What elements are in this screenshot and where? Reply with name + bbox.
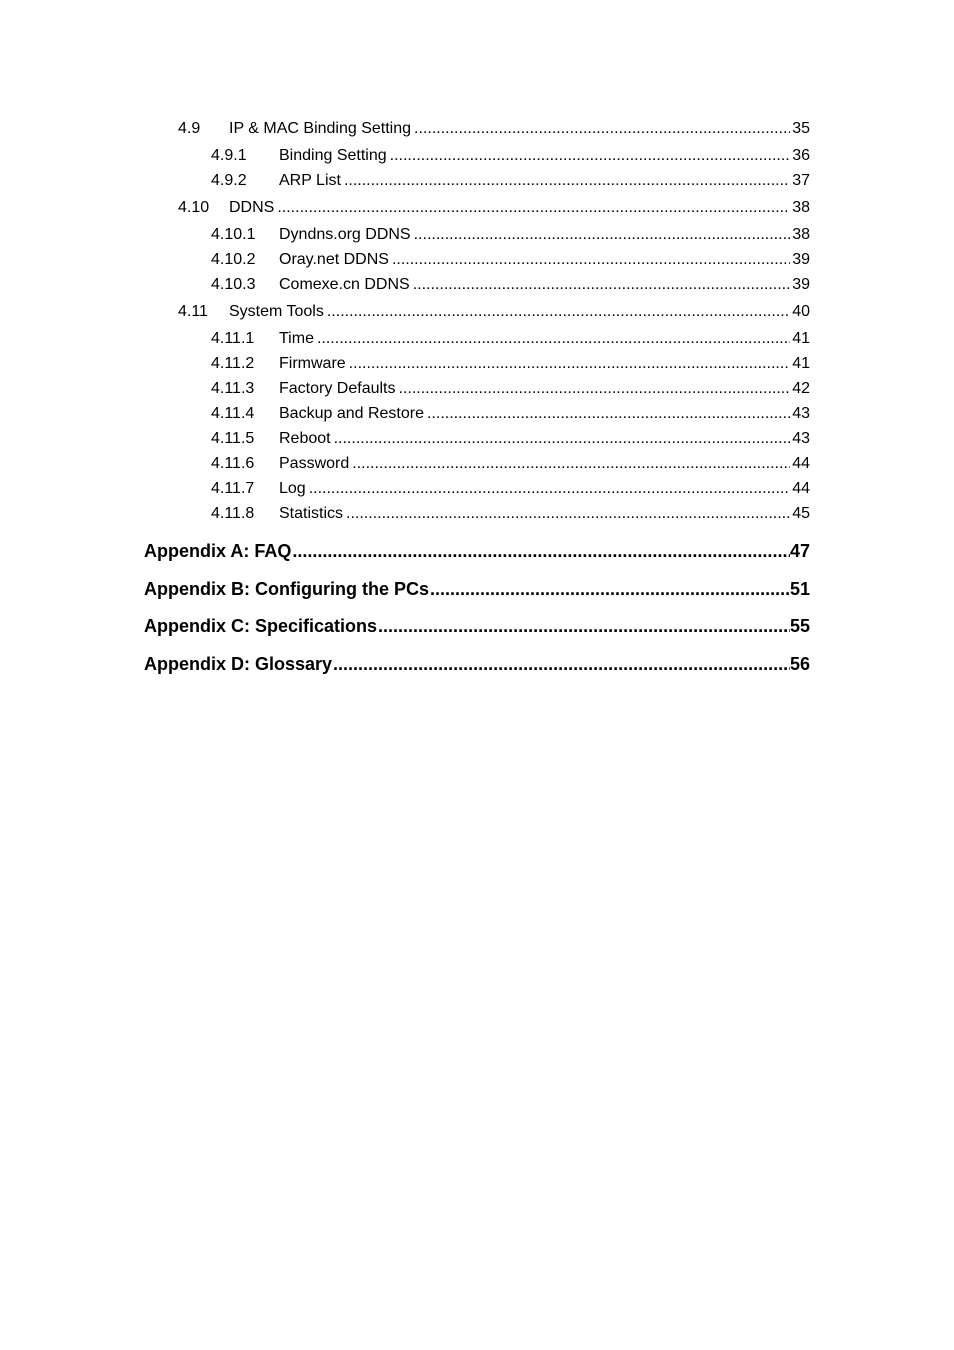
toc-entry-4-11-5[interactable] <box>211 429 810 449</box>
toc-entry-title: Dyndns.org DDNS <box>279 226 411 243</box>
toc-entry-number: 4.11.6 <box>211 455 255 472</box>
dot-leader <box>344 171 790 191</box>
toc-entry-page: 44 <box>792 480 810 497</box>
toc-entry-page: 43 <box>792 405 810 422</box>
toc-entry-title: Password <box>279 455 350 472</box>
dot-leader <box>427 404 790 424</box>
toc-entry-4-11-8[interactable] <box>211 504 810 524</box>
toc-entry-number: 4.9.1 <box>211 147 247 164</box>
toc-entry-page: 43 <box>792 430 810 447</box>
toc-entry-4-11-6[interactable] <box>211 454 810 474</box>
toc-entry-4-11[interactable] <box>178 302 810 322</box>
toc-entry-number: 4.10.1 <box>211 226 256 243</box>
toc-entry-number: 4.11.1 <box>211 330 255 347</box>
toc-entry-4-10[interactable] <box>178 198 810 218</box>
toc-entry-title: Log <box>279 480 306 497</box>
toc-entry-page: 36 <box>792 147 810 164</box>
toc-entry-number: 4.11.4 <box>211 405 255 422</box>
toc-entry-page: 38 <box>792 226 810 243</box>
toc-entry-page: 42 <box>792 380 810 397</box>
toc-entry-page: 45 <box>792 505 810 522</box>
toc-entry-4-9[interactable] <box>178 119 810 139</box>
toc-entry-number: 4.11.8 <box>211 505 255 522</box>
toc-entry-page: 35 <box>792 120 810 137</box>
toc-entry-page: 44 <box>792 455 810 472</box>
toc-entry-page: 37 <box>792 172 810 189</box>
toc-entry-title: ARP List <box>279 172 341 189</box>
toc-appendix-title: Appendix D: Glossary <box>144 654 333 674</box>
toc-entry-4-11-3[interactable] <box>211 379 810 399</box>
toc-appendix-page: 55 <box>789 616 810 636</box>
toc-entry-page: 39 <box>792 276 810 293</box>
dot-leader <box>292 539 790 563</box>
toc-entry-title: Oray.net DDNS <box>279 251 389 268</box>
dot-leader <box>317 329 790 349</box>
toc-entry-4-9-1[interactable] <box>211 146 810 166</box>
toc-entry-title: Binding Setting <box>279 147 387 164</box>
dot-leader <box>333 652 790 676</box>
toc-entry-title: Factory Defaults <box>279 380 396 397</box>
toc-entry-4-10-1[interactable] <box>211 225 810 245</box>
dot-leader <box>309 479 791 499</box>
toc-entry-page: 41 <box>792 330 810 347</box>
toc-appendix-d[interactable] <box>144 652 810 676</box>
dot-leader <box>378 614 790 638</box>
toc-entry-number: 4.9.2 <box>211 172 247 189</box>
toc-entry-number: 4.9 <box>178 120 201 137</box>
toc-entry-title: Time <box>279 330 314 347</box>
dot-leader <box>346 504 790 524</box>
toc-entry-number: 4.11.2 <box>211 355 255 372</box>
toc-entry-page: 38 <box>792 199 810 216</box>
dot-leader <box>414 225 791 245</box>
toc-appendix-page: 56 <box>789 654 810 674</box>
toc-entry-title: IP & MAC Binding Setting <box>229 120 412 137</box>
toc-appendix-title: Appendix A: FAQ <box>144 541 292 561</box>
dot-leader <box>327 302 790 322</box>
toc-entry-title: System Tools <box>229 303 324 320</box>
dot-leader <box>414 119 790 139</box>
toc-entry-number: 4.10.2 <box>211 251 256 268</box>
toc-appendix-title: Appendix B: Configuring the PCs <box>144 579 429 599</box>
toc-entry-4-10-3[interactable] <box>211 275 810 295</box>
toc-appendix-a[interactable] <box>144 539 810 563</box>
dot-leader <box>413 275 791 295</box>
toc-appendix-page: 47 <box>789 541 810 561</box>
toc-entry-number: 4.11.3 <box>211 380 255 397</box>
toc-entry-number: 4.10 <box>178 199 210 216</box>
toc-entry-title: Firmware <box>279 355 346 372</box>
dot-leader <box>349 354 791 374</box>
dot-leader <box>277 198 790 218</box>
toc-entry-4-10-2[interactable] <box>211 250 810 270</box>
toc-entry-number: 4.11 <box>178 303 208 320</box>
toc-entry-title: DDNS <box>229 199 275 216</box>
dot-leader <box>392 250 790 270</box>
toc-entry-4-11-1[interactable] <box>211 329 810 349</box>
toc-entry-page: 39 <box>792 251 810 268</box>
toc-entry-title: Comexe.cn DDNS <box>279 276 410 293</box>
toc-entry-4-11-2[interactable] <box>211 354 810 374</box>
toc-entry-page: 40 <box>792 303 810 320</box>
toc-entry-title: Statistics <box>279 505 344 522</box>
toc-appendix-b[interactable] <box>144 577 810 601</box>
toc-appendix-title: Appendix C: Specifications <box>144 616 378 636</box>
dot-leader <box>352 454 790 474</box>
dot-leader <box>390 146 791 166</box>
dot-leader <box>430 577 790 601</box>
dot-leader <box>334 429 791 449</box>
toc-entry-4-9-2[interactable] <box>211 171 810 191</box>
toc-appendix-c[interactable] <box>144 614 810 638</box>
toc-entry-4-11-7[interactable] <box>211 479 810 499</box>
toc-appendix-page: 51 <box>789 579 810 599</box>
toc-entry-page: 41 <box>792 355 810 372</box>
toc-entry-number: 4.11.7 <box>211 480 255 497</box>
toc-entry-4-11-4[interactable] <box>211 404 810 424</box>
toc-entry-number: 4.10.3 <box>211 276 256 293</box>
toc-entry-title: Backup and Restore <box>279 405 424 422</box>
toc-entry-number: 4.11.5 <box>211 430 255 447</box>
dot-leader <box>398 379 790 399</box>
toc-entry-title: Reboot <box>279 430 331 447</box>
